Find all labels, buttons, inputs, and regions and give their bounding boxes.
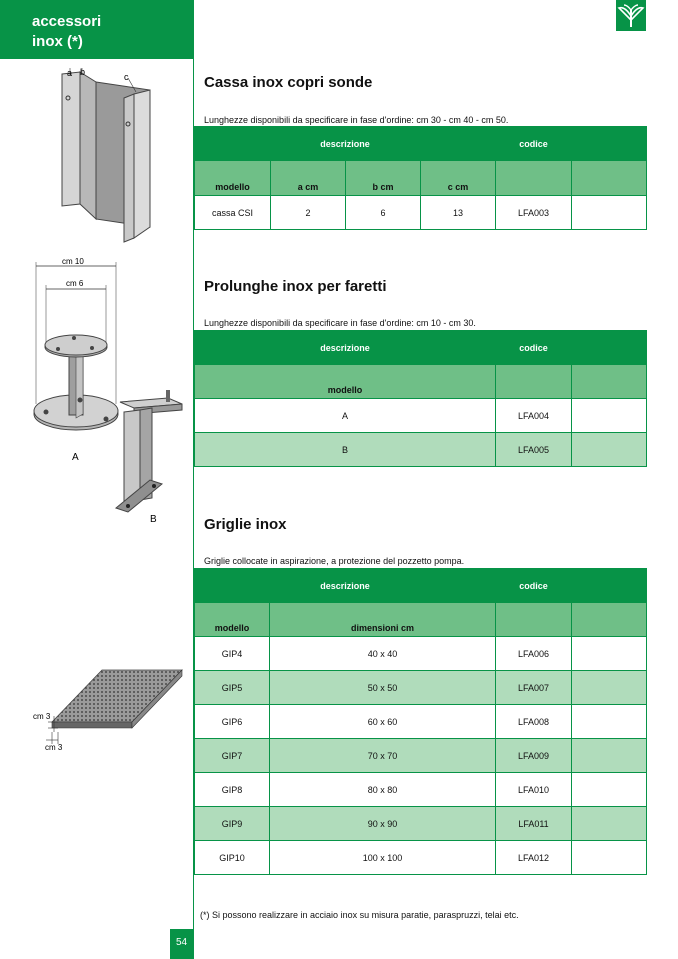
section1-note: Lunghezze disponibili da specificare in fase d'ordine: cm 30 - cm 40 - cm 50. [204, 115, 509, 125]
table-row [195, 705, 647, 739]
cell-dim: 90 x 90 [270, 807, 496, 841]
header-codice: codice [496, 331, 572, 365]
cell-blank [572, 807, 647, 841]
section2-note: Lunghezze disponibili da specificare in fase d'ordine: cm 10 - cm 30. [204, 318, 476, 328]
dim-cm6: cm 6 [66, 279, 84, 288]
cell-modello: GIP7 [195, 739, 270, 773]
cell-codice: LFA008 [496, 705, 572, 739]
grid-dim-cm3-a: cm 3 [33, 712, 51, 721]
section1-table [194, 126, 647, 230]
cell-codice: LFA005 [496, 433, 572, 467]
label-B: B [150, 514, 157, 525]
cell-blank [572, 433, 647, 467]
cell-c: 13 [421, 196, 496, 230]
label-A: A [72, 452, 79, 463]
cell-dim: 40 x 40 [270, 637, 496, 671]
cell-b: 6 [346, 196, 421, 230]
cell-dim: 60 x 60 [270, 705, 496, 739]
cell-modello: GIP9 [195, 807, 270, 841]
cell-codice: LFA009 [496, 739, 572, 773]
table-row [195, 841, 647, 875]
header-descrizione: descrizione [195, 331, 496, 365]
table-row [195, 807, 647, 841]
col-blank [572, 365, 647, 399]
sidebar-title-line1: accessori [32, 13, 102, 30]
col-codice-blank [496, 365, 572, 399]
box-label-a: a [67, 68, 73, 78]
col-a: a cm [271, 161, 346, 196]
col-blank [572, 161, 647, 196]
table-row [195, 433, 647, 467]
header-descrizione: descrizione [195, 569, 496, 603]
cell-codice: LFA003 [496, 196, 572, 230]
col-blank [572, 603, 647, 637]
grid-illustration [28, 666, 188, 761]
extension-illustration [20, 254, 190, 534]
page-number-box [170, 929, 193, 959]
leaf-logo-icon [616, 0, 646, 31]
cell-modello: GIP8 [195, 773, 270, 807]
cell-modello: A [195, 399, 496, 433]
sidebar-title-line2: inox (*) [32, 33, 83, 50]
cell-modello: GIP4 [195, 637, 270, 671]
box-label-c: c [124, 72, 129, 82]
section2-table [194, 330, 647, 467]
cell-codice: LFA007 [496, 671, 572, 705]
header-blank [572, 569, 647, 603]
table-row [195, 739, 647, 773]
table-row [195, 196, 647, 230]
header-blank [572, 331, 647, 365]
col-b: b cm [346, 161, 421, 196]
section2-title: Prolunghe inox per faretti [204, 278, 387, 295]
cell-a: 2 [271, 196, 346, 230]
header-codice: codice [496, 569, 572, 603]
cell-codice: LFA006 [496, 637, 572, 671]
page-number: 54 [175, 937, 188, 948]
cell-modello: GIP6 [195, 705, 270, 739]
cell-dim: 50 x 50 [270, 671, 496, 705]
cell-codice: LFA012 [496, 841, 572, 875]
section3-table [194, 568, 647, 875]
dim-cm10: cm 10 [62, 257, 84, 266]
box-cover-illustration [30, 62, 170, 257]
col-c: c cm [421, 161, 496, 196]
header-blank [572, 127, 647, 161]
col-modello: modello [195, 365, 496, 399]
cell-blank [572, 705, 647, 739]
cell-blank [572, 196, 647, 230]
footnote: (*) Si possono realizzare in acciaio inox su misura paratie, paraspruzzi, telai etc. [200, 910, 519, 920]
cell-blank [572, 399, 647, 433]
table-row [195, 773, 647, 807]
col-codice-blank [496, 603, 572, 637]
grid-dim-cm3-b: cm 3 [45, 743, 63, 752]
section3-title: Griglie inox [204, 516, 287, 533]
col-dimensioni: dimensioni cm [270, 603, 496, 637]
col-modello: modello [195, 603, 270, 637]
cell-modello: GIP5 [195, 671, 270, 705]
cell-blank [572, 773, 647, 807]
section1-title: Cassa inox copri sonde [204, 74, 373, 91]
section3-note: Griglie collocate in aspirazione, a protezione del pozzetto pompa. [204, 556, 465, 566]
cell-blank [572, 671, 647, 705]
sidebar-title [32, 12, 182, 52]
col-modello: modello [195, 161, 271, 196]
cell-blank [572, 637, 647, 671]
cell-codice: LFA011 [496, 807, 572, 841]
header-codice: codice [496, 127, 572, 161]
cell-dim: 100 x 100 [270, 841, 496, 875]
cell-codice: LFA010 [496, 773, 572, 807]
cell-dim: 70 x 70 [270, 739, 496, 773]
cell-dim: 80 x 80 [270, 773, 496, 807]
sidebar-header [0, 0, 193, 59]
table-row [195, 671, 647, 705]
cell-blank [572, 739, 647, 773]
table-row [195, 399, 647, 433]
cell-modello: GIP10 [195, 841, 270, 875]
cell-modello: B [195, 433, 496, 467]
col-codice-blank [496, 161, 572, 196]
cell-modello: cassa CSI [195, 196, 271, 230]
box-label-b: b [80, 67, 86, 77]
cell-codice: LFA004 [496, 399, 572, 433]
cell-blank [572, 841, 647, 875]
header-descrizione: descrizione [195, 127, 496, 161]
table-row [195, 637, 647, 671]
